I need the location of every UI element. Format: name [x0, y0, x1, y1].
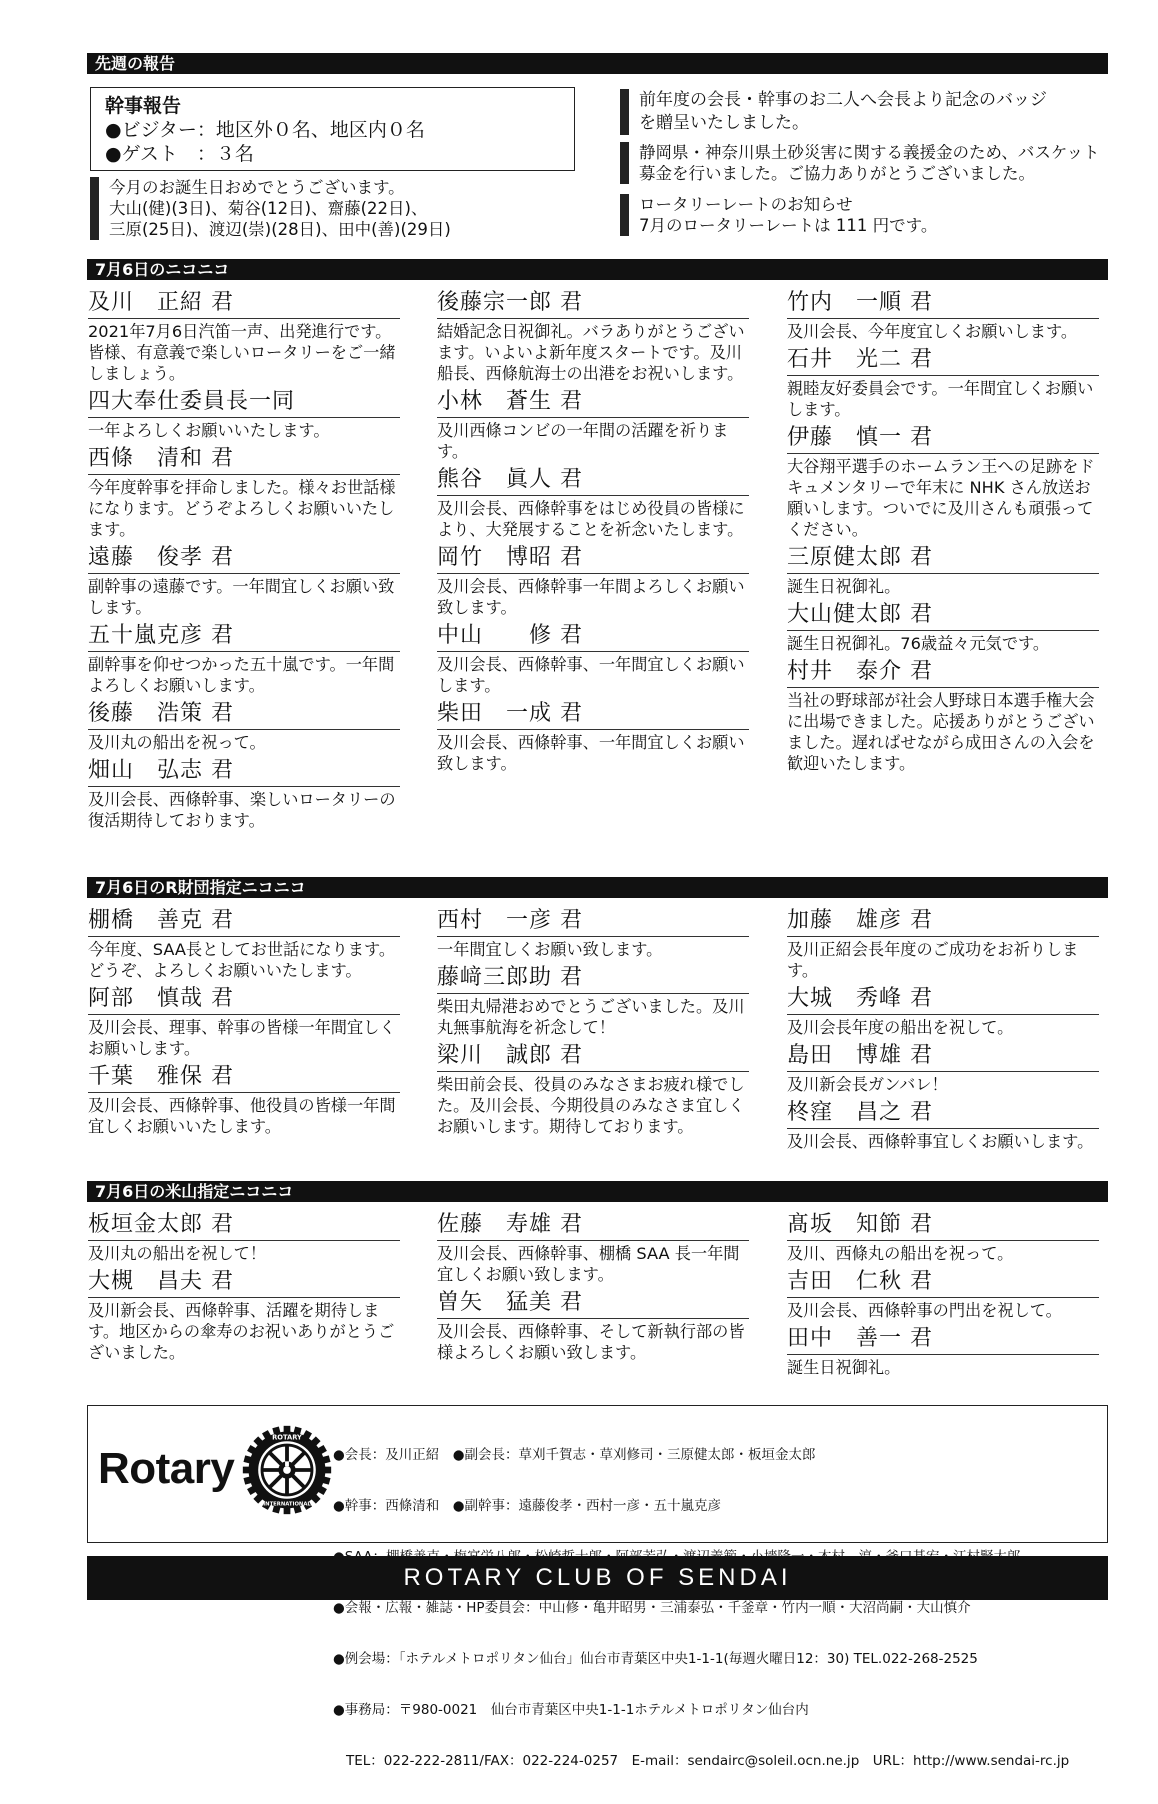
message-entry: [787, 1210, 1099, 1264]
donation-note: [620, 142, 1100, 184]
member-name: 柊窪 昌之 君: [787, 1098, 1099, 1129]
member-message: 副幹事の遠藤です。一年間宜しくお願い致します。: [88, 577, 395, 617]
badge-note: [620, 89, 1100, 135]
message-entry: [88, 699, 400, 753]
member-name: 三原健太郎 君: [787, 543, 1099, 574]
info-line: ●事務局：〒980-0021 仙台市青葉区中央1-1-1ホテルメトロポリタン仙台内: [333, 1702, 809, 1718]
member-name: 髙坂 知節 君: [787, 1210, 1099, 1241]
message-entry: [88, 444, 400, 540]
secretary-report-box: [90, 87, 575, 171]
member-name: 千葉 雅保 君: [88, 1062, 400, 1093]
member-message: 今年度幹事を拝命しました。様々お世話様になります。どうぞよろしくお願いいたします。: [88, 478, 396, 539]
member-name: 岡竹 博昭 君: [437, 543, 749, 574]
message-entry: [437, 906, 749, 960]
member-name: 佐藤 寿雄 君: [437, 1210, 749, 1241]
message-entry: [88, 1210, 400, 1264]
note-line: 静岡県・神奈川県土砂災害に関する義援金のため、バスケット: [639, 143, 1100, 162]
yoneyama-col-1: [88, 1210, 400, 1366]
member-message: 及川会長、西條幹事宜しくお願いします。: [787, 1132, 1094, 1151]
member-message: 及川会長、西條幹事、他役員の皆様一年間宜しくお願いいたします。: [88, 1096, 396, 1136]
member-name: 伊藤 慎一 君: [787, 423, 1099, 454]
message-entry: [437, 1210, 749, 1285]
club-name-banner: ROTARY CLUB OF SENDAI: [87, 1556, 1108, 1600]
section-header-niko: 7月6日のニコニコ: [87, 259, 1108, 280]
message-entry: [88, 1267, 400, 1363]
info-line: ●会長：及川正紹 ●副会長：草刈千賀志・草刈修司・三原健太郎・板垣金太郎: [333, 1447, 816, 1463]
member-name: 中山 修 君: [437, 621, 749, 652]
message-entry: [787, 600, 1099, 654]
message-entry: [437, 963, 749, 1038]
message-entry: [88, 756, 400, 831]
member-message: 誕生日祝御礼。: [787, 577, 901, 596]
message-entry: [88, 984, 400, 1059]
member-name: 大槻 昌夫 君: [88, 1267, 400, 1298]
birthday-line: 今月のお誕生日おめでとうございます。: [109, 178, 405, 197]
member-name: 竹内 一順 君: [787, 288, 1099, 319]
member-message: 及川会長、西條幹事をはじめ役員の皆様により、大発展することを祈念いたします。: [437, 499, 745, 539]
club-info-lines: [333, 1413, 1069, 1804]
info-line: TEL：022-222-2811/FAX：022-224-0257 E-mail：sendairc@soleil.ocn.ne.jp URL：http://www.sendai-rc.jp: [346, 1753, 1070, 1769]
member-message: 2021年7月6日汽笛一声、出発進行です。皆様、有意義で楽しいロータリーをご一緒しましょう。: [88, 322, 396, 383]
member-message: 及川会長、理事、幹事の皆様一年間宜しくお願いします。: [88, 1018, 396, 1058]
member-name: 大山健太郎 君: [787, 600, 1099, 631]
member-message: 及川会長、西條幹事、そして新執行部の皆様よろしくお願い致します。: [437, 1322, 745, 1362]
rotary-wheel-icon: [239, 1422, 335, 1518]
member-name: 及川 正紹 君: [88, 288, 400, 319]
info-line: ●幹事：西條清和 ●副幹事：遠藤俊孝・西村一彦・五十嵐克彦: [333, 1498, 722, 1514]
member-message: 一年間宜しくお願い致します。: [437, 940, 663, 959]
member-name: 西村 一彦 君: [437, 906, 749, 937]
member-name: 小林 蒼生 君: [437, 387, 749, 418]
message-entry: [88, 387, 400, 441]
message-entry: [437, 699, 749, 774]
visitor-line: ●ビジター：地区外０名、地区内０名: [105, 119, 425, 141]
member-name: 大城 秀峰 君: [787, 984, 1099, 1015]
member-message: 及川西條コンビの一年間の活躍を祈ります。: [437, 421, 729, 461]
wheel-text-top: ROTARY: [272, 1433, 302, 1442]
message-entry: [88, 621, 400, 696]
guest-line: ●ゲスト ：３名: [105, 143, 254, 165]
rf-col-2: [437, 906, 749, 1140]
rf-col-1: [88, 906, 400, 1140]
member-message: 一年よろしくお願いいたします。: [88, 421, 330, 440]
member-message: 及川新会長、西條幹事、活躍を期待します。地区からの傘寿のお祝いありがとうございました。: [88, 1301, 395, 1362]
message-entry: [787, 423, 1099, 540]
section-header-report: 先週の報告: [87, 53, 1108, 74]
member-name: 西條 清和 君: [88, 444, 400, 475]
message-entry: [787, 657, 1099, 774]
message-entry: [437, 465, 749, 540]
member-name: 村井 泰介 君: [787, 657, 1099, 688]
note-line: 募金を行いました。ご協力ありがとうございました。: [639, 164, 1035, 183]
message-entry: [88, 543, 400, 618]
message-entry: [88, 288, 400, 384]
birthday-line: 大山(健)(3日)、菊谷(12日)、齋藤(22日)、: [109, 199, 428, 218]
member-message: 及川会長、西條幹事、一年間宜しくお願いします。: [437, 655, 745, 695]
member-message: 当社の野球部が社会人野球日本選手権大会に出場できました。応援ありがとうございました。遅ればせながら成田さんの入会を歓迎いたします。: [787, 691, 1095, 773]
member-name: 熊谷 眞人 君: [437, 465, 749, 496]
member-name: 梁川 誠郎 君: [437, 1041, 749, 1072]
message-entry: [787, 1098, 1099, 1152]
member-message: 柴田前会長、役員のみなさまお疲れ様でした。及川会長、今期役員のみなさま宜しくお願いします。期待しております。: [437, 1075, 745, 1136]
message-entry: [437, 1041, 749, 1137]
member-name: 藤﨑三郎助 君: [437, 963, 749, 994]
member-name: 遠藤 俊孝 君: [88, 543, 400, 574]
rotary-logo-text: Rotary: [98, 1444, 235, 1493]
member-message: 大谷翔平選手のホームラン王への足跡をドキュメンタリーで年末に NHK さん放送お願いします。ついでに及川さんも頑張ってください。: [787, 457, 1095, 539]
member-name: 曽矢 猛美 君: [437, 1288, 749, 1319]
message-entry: [787, 1324, 1099, 1378]
member-message: 誕生日祝御礼。: [787, 1358, 901, 1377]
message-entry: [787, 288, 1099, 342]
message-entry: [787, 345, 1099, 420]
member-message: 及川丸の船出を祝して！: [88, 1244, 267, 1263]
member-message: 及川会長年度の船出を祝して。: [787, 1018, 1014, 1037]
yoneyama-col-3: [787, 1210, 1099, 1381]
note-line: 前年度の会長・幹事のお二人へ会長より記念のバッジ: [639, 90, 1047, 110]
member-message: 結婚記念日祝御礼。バラありがとうございます。いよいよ新年度スタートです。及川船長、西條航海士の出港をお祝いします。: [437, 322, 745, 383]
member-name: 田中 善一 君: [787, 1324, 1099, 1355]
member-message: 及川、西條丸の船出を祝って。: [787, 1244, 1014, 1263]
birthday-note: [90, 177, 560, 240]
member-name: 畑山 弘志 君: [88, 756, 400, 787]
message-entry: [88, 906, 400, 981]
member-message: 及川会長、西條幹事、一年間宜しくお願い致します。: [437, 733, 745, 773]
member-name: 石井 光二 君: [787, 345, 1099, 376]
member-message: 及川会長、西條幹事一年間よろしくお願い致します。: [437, 577, 745, 617]
member-message: 及川会長、今年度宜しくお願いします。: [787, 322, 1078, 341]
member-name: 棚橋 善克 君: [88, 906, 400, 937]
note-line: ロータリーレートのお知らせ: [639, 195, 853, 214]
message-entry: [437, 387, 749, 462]
message-entry: [437, 288, 749, 384]
birthday-line: 三原(25日)、渡辺(崇)(28日)、田中(善)(29日): [109, 220, 451, 239]
member-name: 後藤宗一郎 君: [437, 288, 749, 319]
member-name: 板垣金太郎 君: [88, 1210, 400, 1241]
message-entry: [787, 1267, 1099, 1321]
member-name: 阿部 慎哉 君: [88, 984, 400, 1015]
member-name: 加藤 雄彦 君: [787, 906, 1099, 937]
member-name: 柴田 一成 君: [437, 699, 749, 730]
member-message: 及川丸の船出を祝って。: [88, 733, 266, 752]
member-message: 及川正紹会長年度のご成功をお祈りします。: [787, 940, 1079, 980]
message-entry: [437, 543, 749, 618]
member-message: 親睦友好委員会です。一年間宜しくお願いします。: [787, 379, 1094, 419]
niko-col-3: [787, 288, 1099, 777]
member-message: 誕生日祝御礼。76歳益々元気です。: [787, 634, 1050, 653]
wheel-text-bottom: INTERNATIONAL: [263, 1501, 311, 1508]
member-message: 副幹事を仰せつかった五十嵐です。一年間よろしくお願いします。: [88, 655, 395, 695]
member-name: 吉田 仁秋 君: [787, 1267, 1099, 1298]
niko-col-1: [88, 288, 400, 834]
member-message: 及川会長、西條幹事の門出を祝して。: [787, 1301, 1062, 1320]
message-entry: [787, 906, 1099, 981]
member-name: 四大奉仕委員長一同: [88, 387, 400, 418]
member-name: 五十嵐克彦 君: [88, 621, 400, 652]
note-line: 7月のロータリーレートは 111 円です。: [639, 216, 938, 235]
message-entry: [437, 1288, 749, 1363]
info-line: ●会報・広報・雑誌・HP委員会：中山修・亀井昭男・三浦泰弘・千釜章・竹内一順・大沼尚嗣・大山慎介: [333, 1600, 971, 1616]
member-name: 島田 博雄 君: [787, 1041, 1099, 1072]
member-message: 及川会長、西條幹事、楽しいロータリーの復活期待しております。: [88, 790, 396, 830]
member-name: 後藤 浩策 君: [88, 699, 400, 730]
message-entry: [787, 984, 1099, 1038]
secretary-report-title: 幹事報告: [105, 95, 182, 117]
message-entry: [88, 1062, 400, 1137]
rf-col-3: [787, 906, 1099, 1155]
message-entry: [437, 621, 749, 696]
member-message: 柴田丸帰港おめでとうございました。及川丸無事航海を祈念して！: [437, 997, 745, 1037]
niko-col-2: [437, 288, 749, 777]
note-line: を贈呈いたしました。: [639, 113, 809, 133]
section-header-rf: 7月6日のR財団指定ニコニコ: [87, 877, 1108, 898]
member-message: 及川会長、西條幹事、棚橋 SAA 長一年間宜しくお願い致します。: [437, 1244, 740, 1284]
yoneyama-col-2: [437, 1210, 749, 1366]
message-entry: [787, 1041, 1099, 1095]
rate-note: [620, 194, 1100, 236]
member-message: 今年度、SAA長としてお世話になります。どうぞ、よろしくお願いいたします。: [88, 940, 396, 980]
member-message: 及川新会長ガンバレ！: [787, 1075, 948, 1094]
message-entry: [787, 543, 1099, 597]
info-line: ●例会場：「ホテルメトロポリタン仙台」仙台市青葉区中央1-1-1(毎週火曜日12：30) TEL.022-268-2525: [333, 1651, 978, 1667]
section-header-yoneyama: 7月6日の米山指定ニコニコ: [87, 1181, 1108, 1202]
